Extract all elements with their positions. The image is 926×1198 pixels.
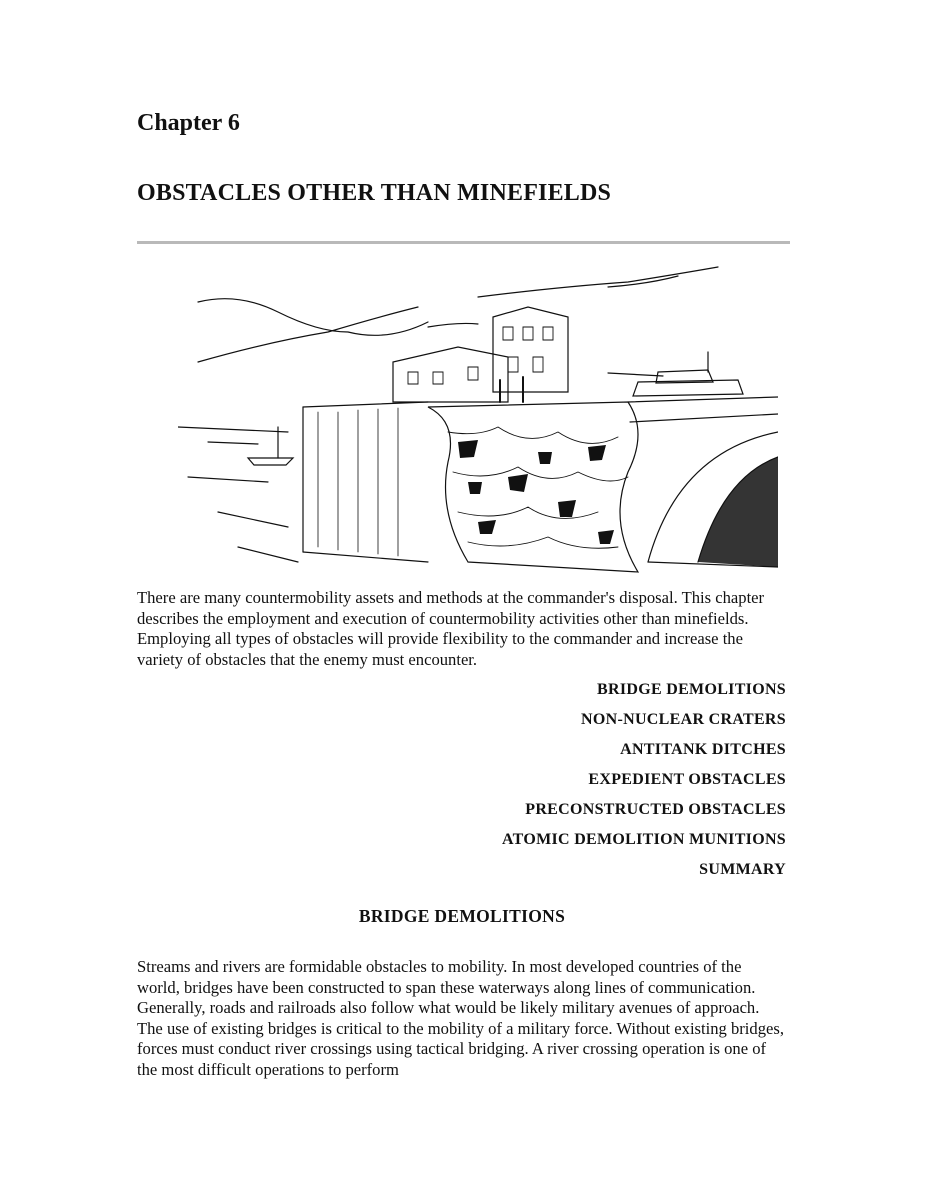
toc-item-preconstructed-obstacles: PRECONSTRUCTED OBSTACLES bbox=[525, 801, 786, 818]
section-heading: BRIDGE DEMOLITIONS bbox=[358, 906, 566, 926]
bridge-demolition-illustration bbox=[178, 262, 778, 582]
title-divider bbox=[137, 241, 790, 244]
toc-item-non-nuclear-craters: NON-NUCLEAR CRATERS bbox=[581, 711, 786, 728]
body-paragraph: Streams and rivers are formidable obstacles to mobility. In most developed countries of the world, bridges have been constructed to span these waterways along lines of communication. Generally, roads and railroads also follow what would be likely military avenues of approach. The use of existing bridges is critical to the mobility of a military force. Without existing bridges, forces must conduct river crossings using tactical bridging. A river crossing operation is one of the most difficult operations to perform bbox=[137, 957, 784, 1079]
toc-item-atomic-demolition-munitions: ATOMIC DEMOLITION MUNITIONS bbox=[502, 831, 786, 848]
intro-paragraph: There are many countermobility assets and methods at the commander's disposal. This chapter describes the employment and execution of countermobility activities other than minefields. Employing all types of obstacles will provide flexibility to the commander and increase the variety of obstacles that the enemy must encounter. bbox=[137, 588, 765, 669]
toc-item-summary: SUMMARY bbox=[699, 861, 786, 878]
toc-item-antitank-ditches: ANTITANK DITCHES bbox=[620, 741, 786, 758]
section-contents-list bbox=[400, 678, 786, 888]
chapter-label: Chapter 6 bbox=[137, 110, 240, 136]
toc-item-bridge-demolitions: BRIDGE DEMOLITIONS bbox=[597, 681, 786, 698]
chapter-title: OBSTACLES OTHER THAN MINEFIELDS bbox=[137, 180, 612, 206]
toc-item-expedient-obstacles: EXPEDIENT OBSTACLES bbox=[588, 771, 786, 788]
